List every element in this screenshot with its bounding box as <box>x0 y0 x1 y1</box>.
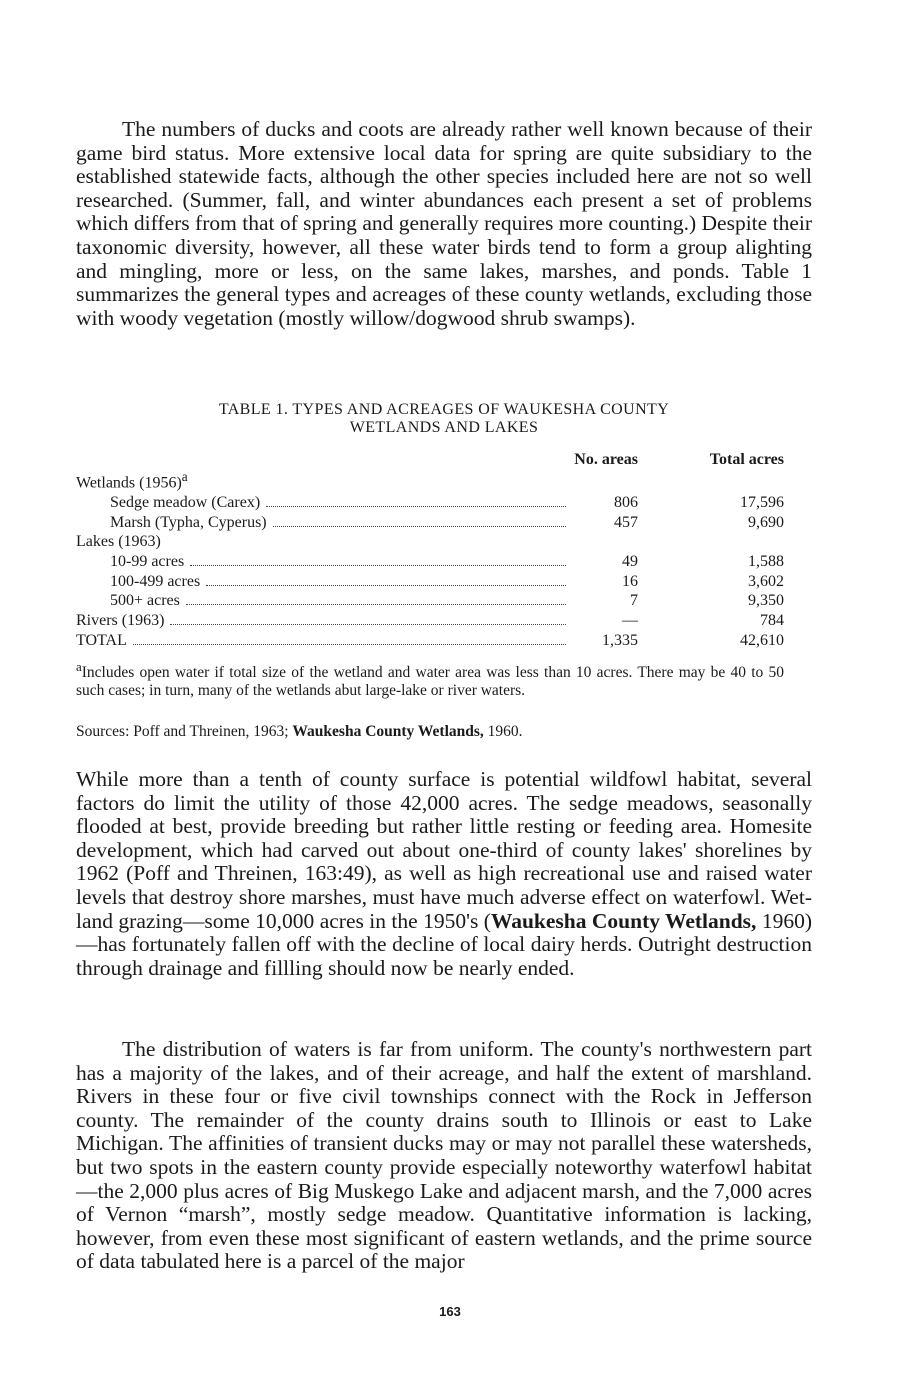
dot-leader <box>133 644 566 645</box>
sources-suffix: 1960. <box>483 723 523 740</box>
dot-leader <box>273 526 566 527</box>
table-row <box>76 512 784 532</box>
row-acres: 784 <box>760 612 784 630</box>
row-label: Rivers (1963) <box>76 612 165 630</box>
dot-leader <box>206 585 566 586</box>
row-label: 500+ acres <box>110 592 180 610</box>
row-acres: 17,596 <box>740 494 784 512</box>
row-acres: 42,610 <box>740 631 784 649</box>
table-header-row <box>76 450 784 469</box>
row-areas: 16 <box>622 572 638 590</box>
table-row <box>76 591 784 611</box>
table-row <box>76 532 784 552</box>
dot-leader <box>186 604 566 605</box>
paragraph-text: While more than a tenth of county surface is potential wildfowl habitat, several factors do limit the utility of those 42,000 acres. The sedge meadows, seasonally flooded at best, provide breeding but rather little resting or feeding area. Homesite development, which had carved out about one-third of county lakes' shorelines by 1962 (Poff and Threinen, 163:49), as well as high recreational use and raised water levels that destroy shore marshes, must have much adverse effect on waterfowl. Wetland grazing—some 10,000 acres in the 1950's ( <box>76 767 812 933</box>
row-acres: 1,588 <box>748 553 784 571</box>
row-label: TOTAL <box>76 631 127 649</box>
table-row <box>76 551 784 571</box>
row-areas: 457 <box>614 513 638 531</box>
row-areas <box>572 469 638 492</box>
dot-leader <box>190 565 566 566</box>
table-row <box>76 610 784 630</box>
row-acres <box>638 532 784 552</box>
table-sources <box>76 723 784 741</box>
paragraph-distribution: The distribution of waters is far from uniform. The county's northwestern part has a majority of the lakes, and of their acreage, and half the extent of marshland. Rivers in these four or five civil townships connect with the Rock in Jefferson county. The remainder of the county drains south to Illinois or east to Lake Michigan. The affinities of transient ducks may or may not parallel these watersheds, but two spots in the eastern county provide especially noteworthy waterfowl habitat—the 2,000 plus acres of Big Muskego Lake and adjacent marsh, and the 7,000 acres of Vernon “marsh”, mostly sedge meadow. Quantitative information is lacking, however, from even these most significant of eastern wetlands, and the prime source of data tabulated here is a parcel of the major <box>76 1037 812 1274</box>
row-areas: 49 <box>622 553 638 571</box>
row-label: 100-499 acres <box>110 572 201 590</box>
footnote-marker: a <box>181 469 188 484</box>
row-acres: 9,690 <box>748 513 784 531</box>
header-blank <box>76 450 572 469</box>
sources-title: Waukesha County Wetlands, <box>292 723 484 740</box>
row-label: Sedge meadow (Carex) <box>110 494 261 512</box>
paragraph-intro: The numbers of ducks and coots are already rather well known because of their game bird status. More extensive local data for spring are quite subsidiary to the established statewide facts, although the other species included here are not so well researched. (Summer, fall, and winter abundances each present a set of problems which differs from that of spring and generally requires more counting.) Despite their taxonomic diversity, however, all these water birds tend to form a group alighting and mingling, more or less, on the same lakes, marshes, and ponds. Table 1 summarizes the general types and acreages of these county wetlands, excluding those with woody vegetation (mostly willow/dogwood shrub swamps). <box>76 117 812 330</box>
table-row <box>76 571 784 591</box>
footnote-text: Includes open water if total size of the wetland and water area was less than 10 acres. There may be 40 to 50 such cases; in turn, many of the wetlands abut large-lake or river waters. <box>76 664 784 699</box>
dot-leader <box>170 624 566 625</box>
table-row <box>76 469 784 492</box>
table-row-total <box>76 630 784 650</box>
row-areas: 806 <box>614 494 638 512</box>
paragraph-limits <box>76 768 812 980</box>
footnote-marker: a <box>76 659 82 674</box>
sources-prefix: Sources: Poff and Threinen, 1963; <box>76 723 293 740</box>
row-areas <box>572 532 638 552</box>
row-acres: 3,602 <box>748 572 784 590</box>
row-label: Marsh (Typha, Cyperus) <box>110 513 267 531</box>
dot-leader <box>266 506 566 507</box>
wetlands-table <box>76 450 784 650</box>
paragraph-text: 1960)—has fortunately fallen off with the decline of local dairy herds. Outright destruction through drainage and fillling should now be nearly ended. <box>76 908 812 980</box>
row-areas: — <box>622 612 638 630</box>
row-label: 10-99 acres <box>110 553 185 571</box>
row-areas: 7 <box>630 592 638 610</box>
row-label: Lakes (1963) <box>76 533 161 551</box>
header-total-acres: Total acres <box>709 451 784 468</box>
table-row <box>76 492 784 512</box>
table-caption-line2: WETLANDS AND LAKES <box>349 419 539 436</box>
row-acres: 9,350 <box>748 592 784 610</box>
table-footnote <box>76 658 784 699</box>
citation-title: Waukesha County Wetlands, <box>490 908 757 933</box>
row-acres <box>638 469 784 492</box>
row-areas: 1,335 <box>602 631 638 649</box>
table-caption-line1: TABLE 1. TYPES AND ACREAGES OF WAUKESHA COUNTY <box>218 401 670 418</box>
header-no-areas: No. areas <box>574 451 638 468</box>
row-label: Wetlands (1956) <box>76 474 182 492</box>
page-number: 163 <box>439 1304 461 1319</box>
